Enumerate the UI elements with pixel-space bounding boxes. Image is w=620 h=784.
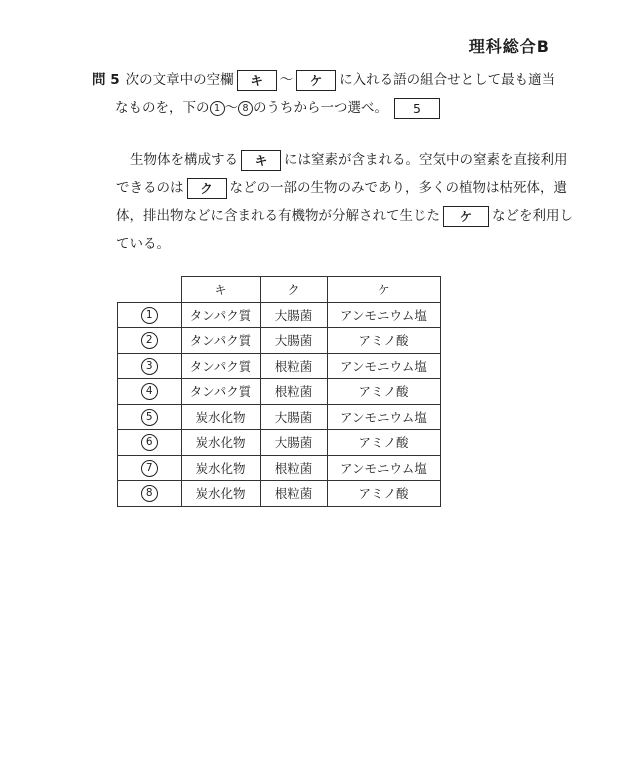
cell-ki: 炭水化物	[181, 481, 260, 507]
circled-number: 3	[141, 358, 158, 375]
circled-number: 6	[141, 434, 158, 451]
passage-text: 生物体を構成する	[130, 152, 238, 168]
cell-ku: 根粒菌	[260, 481, 327, 507]
circled-number: 2	[141, 332, 158, 349]
cell-ku: 根粒菌	[260, 455, 327, 481]
blank-box-ki: キ	[237, 70, 277, 91]
cell-ke: アミノ酸	[327, 328, 440, 354]
choice-number	[118, 481, 182, 507]
cell-ke: アンモニウム塩	[327, 404, 440, 430]
table-header-row	[118, 277, 441, 303]
passage-box-ki: キ	[241, 150, 281, 171]
choice-number	[118, 328, 182, 354]
cell-ke: アミノ酸	[327, 430, 440, 456]
table-row[interactable]	[118, 379, 441, 405]
cell-ku: 大腸菌	[260, 430, 327, 456]
passage-text: などを利用し	[492, 208, 573, 224]
question-text-a: 次の文章中の空欄	[125, 72, 234, 88]
question-text-d: のうちから一つ選べ。	[253, 100, 388, 116]
table-header-ke: ケ	[327, 277, 440, 303]
cell-ke: アンモニウム塩	[327, 455, 440, 481]
cell-ke: アミノ酸	[327, 379, 440, 405]
passage-text: 体，排出物などに含まれる有機物が分解されて生じた	[116, 208, 440, 224]
cell-ki: タンパク質	[181, 379, 260, 405]
choice-number	[118, 302, 182, 328]
table-header-ki: キ	[181, 277, 260, 303]
tilde: ～	[279, 72, 294, 88]
range-tilde: ～	[224, 100, 238, 116]
passage-line-3	[116, 202, 573, 230]
passage-line-2	[116, 174, 566, 202]
table-row[interactable]	[118, 430, 441, 456]
passage-text: できるのは	[116, 180, 184, 196]
choice-number	[118, 404, 182, 430]
passage-text: ている。	[116, 236, 170, 252]
passage-box-ku: ク	[187, 178, 227, 199]
question-text-b: に入れる語の組合せとして最も適当	[339, 72, 556, 88]
question-number: 問 5	[92, 72, 120, 88]
cell-ke: アンモニウム塩	[327, 302, 440, 328]
cell-ki: 炭水化物	[181, 430, 260, 456]
circled-number-start: 1	[210, 101, 225, 116]
circled-number-end: 8	[238, 101, 253, 116]
blank-box-ke: ケ	[296, 70, 336, 91]
table-row[interactable]	[118, 404, 441, 430]
cell-ki: タンパク質	[181, 328, 260, 354]
cell-ku: 大腸菌	[260, 404, 327, 430]
cell-ki: タンパク質	[181, 302, 260, 328]
choice-number	[118, 455, 182, 481]
table-header-ku: ク	[260, 277, 327, 303]
answer-box[interactable]: 5	[394, 98, 440, 119]
passage-line-4	[116, 230, 566, 258]
circled-number: 8	[141, 485, 158, 502]
cell-ke: アンモニウム塩	[327, 353, 440, 379]
cell-ki: 炭水化物	[181, 455, 260, 481]
cell-ke: アミノ酸	[327, 481, 440, 507]
question-line-2	[92, 94, 562, 122]
table-row[interactable]	[118, 455, 441, 481]
table-header-blank	[118, 277, 182, 303]
table-row[interactable]	[118, 353, 441, 379]
passage-text: には窒素が含まれる。空気中の窒素を直接利用	[284, 152, 568, 168]
cell-ku: 根粒菌	[260, 379, 327, 405]
table-row[interactable]	[118, 481, 441, 507]
cell-ki: タンパク質	[181, 353, 260, 379]
table-row[interactable]	[118, 328, 441, 354]
question-text-c: なものを，下の	[115, 100, 210, 116]
passage-text: などの一部の生物のみであり，多くの植物は枯死体，遺	[229, 180, 567, 196]
table-row[interactable]	[118, 302, 441, 328]
cell-ku: 大腸菌	[260, 328, 327, 354]
question-line-1	[92, 66, 562, 94]
choice-number	[118, 430, 182, 456]
answer-choices-table	[117, 276, 441, 507]
passage-box-ke: ケ	[443, 206, 489, 227]
question-block	[92, 66, 562, 122]
cell-ku: 根粒菌	[260, 353, 327, 379]
choice-number	[118, 379, 182, 405]
circled-number: 4	[141, 383, 158, 400]
choice-number	[118, 353, 182, 379]
circled-number: 5	[141, 409, 158, 426]
cell-ku: 大腸菌	[260, 302, 327, 328]
cell-ki: 炭水化物	[181, 404, 260, 430]
subject-header: 理科総合B	[468, 37, 550, 56]
circled-number: 7	[141, 460, 158, 477]
passage-line-1	[116, 146, 566, 174]
circled-number: 1	[141, 307, 158, 324]
passage	[116, 146, 573, 258]
